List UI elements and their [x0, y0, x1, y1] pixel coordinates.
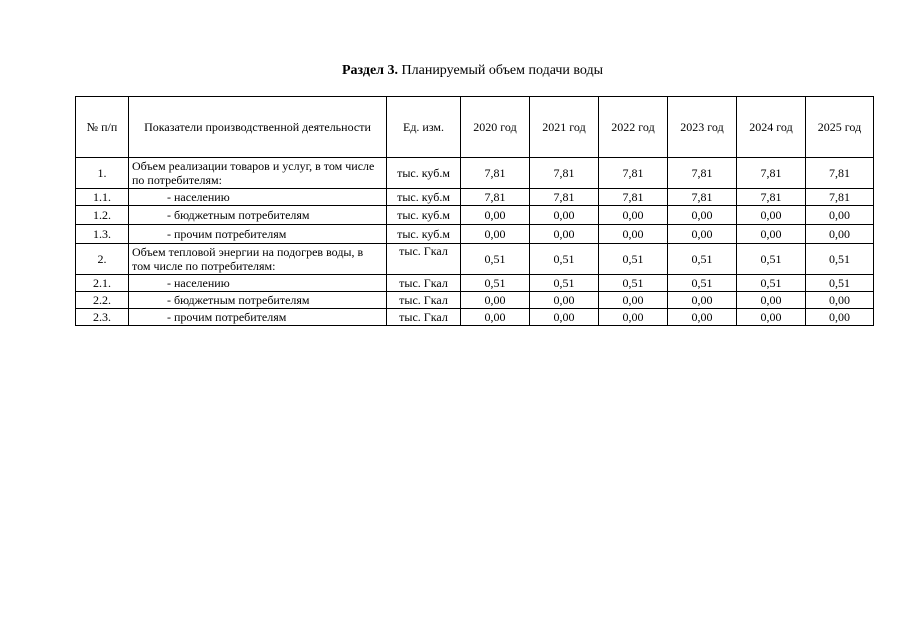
row-value-2021: 7,81: [530, 158, 599, 189]
row-value-2025: 0,51: [806, 244, 874, 275]
row-value-2022: 0,00: [599, 309, 668, 326]
table-header-row: [76, 97, 874, 158]
row-unit: тыс. Гкал: [387, 292, 461, 309]
row-value-2025: 0,00: [806, 225, 874, 244]
row-value-2024: 7,81: [737, 189, 806, 206]
row-value-2023: 0,51: [668, 275, 737, 292]
row-value-2022: 0,51: [599, 275, 668, 292]
row-value-2022: 0,00: [599, 206, 668, 225]
row-value-2021: 0,00: [530, 225, 599, 244]
row-value-2021: 0,51: [530, 244, 599, 275]
header-year-2024: 2024 год: [737, 97, 806, 158]
row-indicator: - населению: [129, 275, 387, 292]
section-title-number: Раздел 3.: [341, 63, 399, 78]
row-value-2025: 0,00: [806, 206, 874, 225]
table-row: [76, 189, 874, 206]
row-value-2023: 0,00: [668, 225, 737, 244]
row-value-2023: 0,51: [668, 244, 737, 275]
row-indicator: - прочим потребителям: [129, 225, 387, 244]
row-value-2020: 0,00: [461, 225, 530, 244]
row-value-2021: 0,00: [530, 309, 599, 326]
row-value-2020: 0,00: [461, 206, 530, 225]
row-value-2022: 0,00: [599, 292, 668, 309]
row-value-2021: 0,00: [530, 206, 599, 225]
row-number: 1.2.: [76, 206, 129, 225]
row-value-2021: 0,51: [530, 275, 599, 292]
row-value-2023: 0,00: [668, 206, 737, 225]
row-number: 1.3.: [76, 225, 129, 244]
row-unit: тыс. куб.м: [387, 189, 461, 206]
header-number: № п/п: [76, 97, 129, 158]
header-unit: Ед. изм.: [387, 97, 461, 158]
row-value-2023: 0,00: [668, 309, 737, 326]
row-value-2021: 7,81: [530, 189, 599, 206]
table-row: [76, 225, 874, 244]
row-unit: тыс. куб.м: [387, 158, 461, 189]
row-number: 2.3.: [76, 309, 129, 326]
row-number: 1.1.: [76, 189, 129, 206]
section-title: [0, 62, 905, 80]
row-value-2021: 0,00: [530, 292, 599, 309]
row-value-2023: 7,81: [668, 158, 737, 189]
table-row: [76, 292, 874, 309]
row-value-2025: 0,51: [806, 275, 874, 292]
row-value-2023: 0,00: [668, 292, 737, 309]
row-indicator: - бюджетным потребителям: [129, 292, 387, 309]
row-value-2024: 0,51: [737, 275, 806, 292]
row-value-2022: 0,00: [599, 225, 668, 244]
row-indicator: Объем тепловой энергии на подогрев воды, в том числе по потребителям:: [129, 244, 387, 275]
section-title-text: Планируемый объем подачи воды: [401, 63, 604, 78]
header-year-2023: 2023 год: [668, 97, 737, 158]
row-value-2020: 7,81: [461, 158, 530, 189]
row-number: 2.1.: [76, 275, 129, 292]
table-row: [76, 244, 874, 275]
row-value-2024: 0,00: [737, 225, 806, 244]
row-unit: тыс. куб.м: [387, 206, 461, 225]
row-value-2025: 7,81: [806, 158, 874, 189]
row-value-2020: 0,51: [461, 275, 530, 292]
header-year-2025: 2025 год: [806, 97, 874, 158]
row-value-2020: 0,00: [461, 292, 530, 309]
row-indicator: - населению: [129, 189, 387, 206]
row-value-2024: 0,51: [737, 244, 806, 275]
header-year-2020: 2020 год: [461, 97, 530, 158]
row-value-2020: 0,51: [461, 244, 530, 275]
row-value-2025: 7,81: [806, 189, 874, 206]
row-value-2023: 7,81: [668, 189, 737, 206]
row-indicator: - прочим потребителям: [129, 309, 387, 326]
table-row: [76, 206, 874, 225]
row-value-2022: 7,81: [599, 158, 668, 189]
row-value-2024: 0,00: [737, 309, 806, 326]
row-number: 2.: [76, 244, 129, 275]
header-year-2021: 2021 год: [530, 97, 599, 158]
row-unit: тыс. Гкал: [387, 244, 461, 275]
row-value-2020: 7,81: [461, 189, 530, 206]
table-row: [76, 309, 874, 326]
row-indicator: - бюджетным потребителям: [129, 206, 387, 225]
header-year-2022: 2022 год: [599, 97, 668, 158]
row-value-2022: 0,51: [599, 244, 668, 275]
row-unit: тыс. Гкал: [387, 275, 461, 292]
table-row: [76, 275, 874, 292]
row-unit: тыс. Гкал: [387, 309, 461, 326]
row-value-2020: 0,00: [461, 309, 530, 326]
row-value-2024: 7,81: [737, 158, 806, 189]
supply-volume-table: [75, 96, 874, 326]
row-number: 2.2.: [76, 292, 129, 309]
row-value-2022: 7,81: [599, 189, 668, 206]
row-value-2025: 0,00: [806, 309, 874, 326]
header-indicator: Показатели производственной деятельности: [129, 97, 387, 158]
row-value-2025: 0,00: [806, 292, 874, 309]
row-value-2024: 0,00: [737, 206, 806, 225]
row-value-2024: 0,00: [737, 292, 806, 309]
row-unit: тыс. куб.м: [387, 225, 461, 244]
row-number: 1.: [76, 158, 129, 189]
table-row: [76, 158, 874, 189]
row-indicator: Объем реализации товаров и услуг, в том числе по потребителям:: [129, 158, 387, 189]
